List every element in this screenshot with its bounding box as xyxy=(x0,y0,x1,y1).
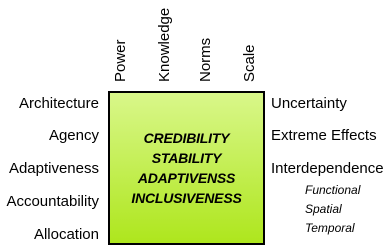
top-label-knowledge: Knowledge xyxy=(156,7,173,82)
center-line-adaptivenss: ADAPTIVENSS xyxy=(137,170,236,186)
left-label-adaptiveness: Adaptiveness xyxy=(8,160,99,177)
center-box xyxy=(108,91,265,245)
center-line-inclusiveness: INCLUSIVENESS xyxy=(131,190,242,206)
center-line-credibility: CREDIBILITY xyxy=(143,130,230,146)
top-label-power: Power xyxy=(112,39,129,82)
sub-label-temporal: Temporal xyxy=(305,221,355,235)
sub-label-spatial: Spatial xyxy=(305,202,342,216)
left-label-allocation: Allocation xyxy=(33,226,99,243)
left-label-architecture: Architecture xyxy=(18,95,99,112)
top-label-norms: Norms xyxy=(197,37,214,82)
left-label-accountability: Accountability xyxy=(6,193,99,210)
right-label-extreme-effects: Extreme Effects xyxy=(271,127,377,144)
sub-label-functional: Functional xyxy=(305,183,361,197)
right-label-interdependence: Interdependence xyxy=(271,160,384,177)
top-label-scale: Scale xyxy=(241,44,258,82)
center-line-stability: STABILITY xyxy=(151,150,222,166)
right-label-uncertainty: Uncertainty xyxy=(271,95,347,112)
left-label-agency: Agency xyxy=(48,127,99,144)
